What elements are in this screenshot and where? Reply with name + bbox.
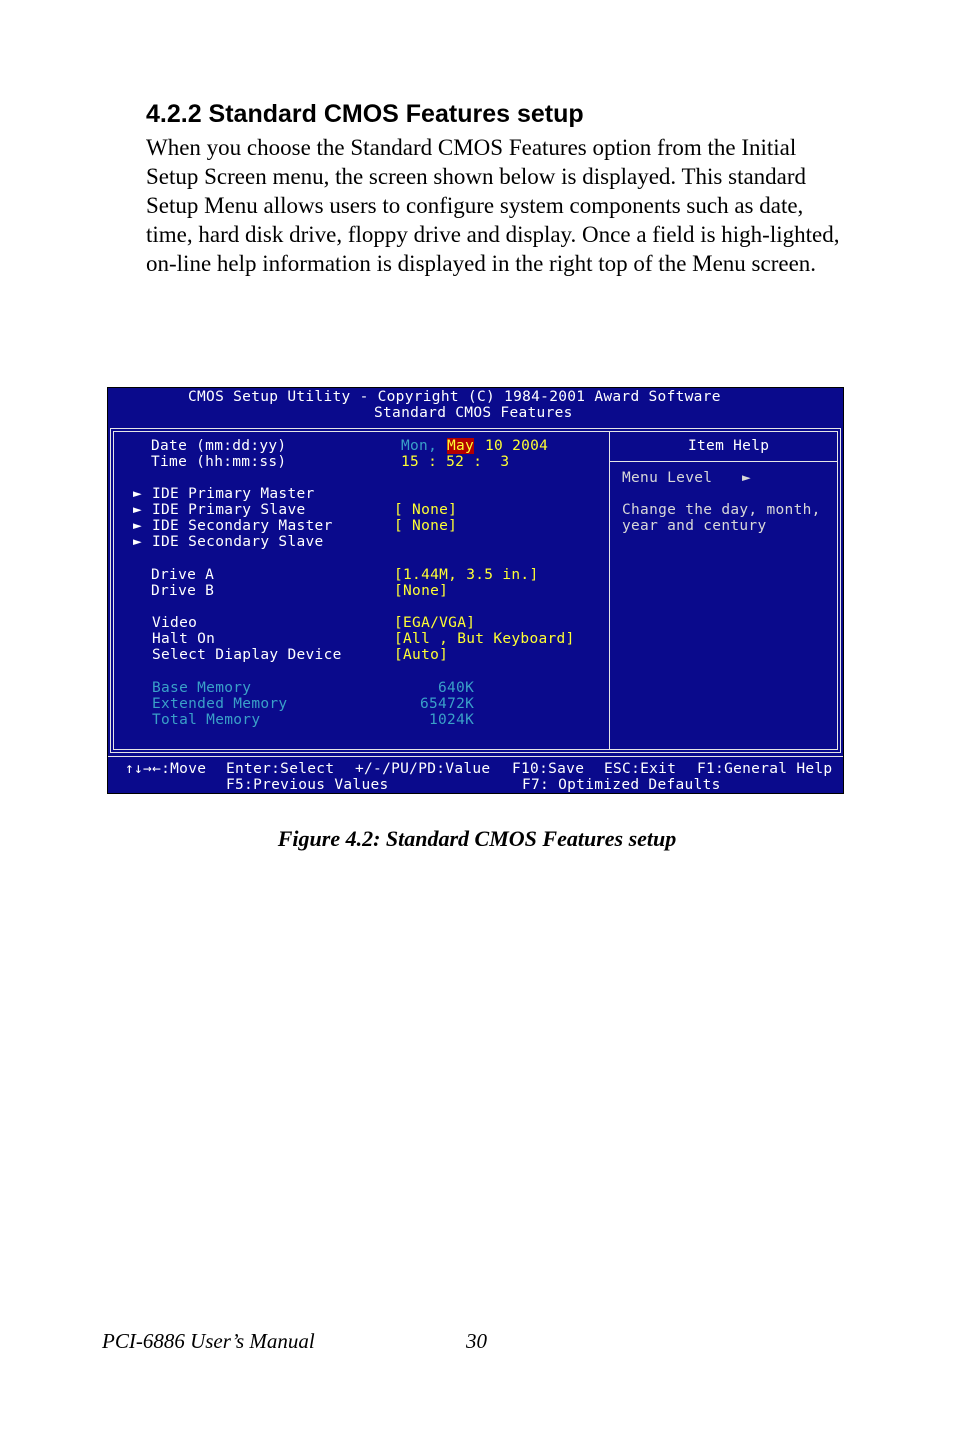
footer-page-number: 30 — [466, 1329, 487, 1353]
bios-screenshot — [107, 387, 844, 794]
ide-primary-slave-arrow-icon: ► — [133, 502, 143, 518]
drive-b-label[interactable]: Drive B — [151, 583, 215, 599]
date-day: Mon, — [401, 438, 438, 454]
ide-primary-master-arrow-icon: ► — [133, 486, 143, 502]
ide-primary-master[interactable]: IDE Primary Master — [152, 486, 315, 502]
ide-secondary-master-value[interactable]: [ None] — [394, 518, 458, 534]
video-label[interactable]: Video — [152, 615, 198, 631]
key-defaults: F7: Optimized Defaults — [522, 777, 721, 793]
drive-b-value[interactable]: [None] — [394, 583, 449, 599]
ide-secondary-slave-arrow-icon: ► — [133, 534, 143, 550]
figure-caption: Figure 4.2: Standard CMOS Features setup — [277, 826, 677, 851]
base-memory-label: Base Memory — [152, 680, 252, 696]
total-memory-label: Total Memory — [152, 712, 261, 728]
key-previous: F5:Previous Values — [226, 777, 389, 793]
date-rest[interactable]: 10 2004 — [485, 438, 549, 454]
time-value[interactable]: 15 : 52 : 3 — [401, 454, 510, 470]
bios-column-divider — [609, 431, 610, 750]
extended-memory-label: Extended Memory — [152, 696, 288, 712]
display-device-value[interactable]: [Auto] — [394, 647, 449, 663]
total-memory-value: 1024K — [429, 712, 475, 728]
drive-a-value[interactable]: [1.44M, 3.5 in.] — [394, 567, 539, 583]
time-label[interactable]: Time (hh:mm:ss) — [151, 454, 287, 470]
display-device-label[interactable]: Select Diaplay Device — [152, 647, 342, 663]
key-select: Enter:Select — [226, 761, 335, 777]
ide-primary-slave[interactable]: IDE Primary Slave — [152, 502, 306, 518]
key-value: +/-/PU/PD:Value — [355, 761, 491, 777]
intro-paragraph: When you choose the Standard CMOS Features option from the Initial Setup Screen menu, the screen shown below is displayed. This standard Setup Menu allows users to configure system components such as date, time, hard disk drive, floppy drive and display. Once a field is high-lighted, on-line help information is displayed in the right top of the Menu screen. — [146, 135, 840, 276]
bios-subtitle: Standard CMOS Features — [374, 405, 573, 421]
drive-a-label[interactable]: Drive A — [151, 567, 215, 583]
video-value[interactable]: [EGA/VGA] — [394, 615, 476, 631]
date-month[interactable]: May — [447, 438, 475, 454]
key-help: F1:General Help — [697, 761, 833, 777]
section-heading: 4.2.2 Standard CMOS Features setup — [146, 100, 584, 128]
ide-secondary-master-arrow-icon: ► — [133, 518, 143, 534]
ide-primary-slave-value[interactable]: [ None] — [394, 502, 458, 518]
help-text-line2: year and century — [622, 518, 767, 534]
key-save: F10:Save — [512, 761, 585, 777]
menu-level-label: Menu Level — [622, 470, 713, 486]
menu-level-arrow-icon: ► — [742, 470, 752, 486]
extended-memory-value: 65472K — [420, 696, 475, 712]
ide-secondary-slave[interactable]: IDE Secondary Slave — [152, 534, 324, 550]
bios-help-divider — [610, 461, 838, 462]
halt-on-label[interactable]: Halt On — [152, 631, 216, 647]
help-text-line1: Change the day, month, — [622, 502, 821, 518]
bios-title: CMOS Setup Utility - Copyright (C) 1984-2001 Award Software — [188, 389, 721, 405]
base-memory-value: 640K — [438, 680, 475, 696]
key-move: ↑↓→←:Move — [125, 761, 207, 777]
date-label[interactable]: Date (mm:dd:yy) — [151, 438, 287, 454]
footer-manual-title: PCI-6886 User’s Manual — [102, 1329, 315, 1353]
item-help-title: Item Help — [688, 438, 770, 454]
key-exit: ESC:Exit — [604, 761, 677, 777]
ide-secondary-master[interactable]: IDE Secondary Master — [152, 518, 333, 534]
halt-on-value[interactable]: [All , But Keyboard] — [394, 631, 575, 647]
